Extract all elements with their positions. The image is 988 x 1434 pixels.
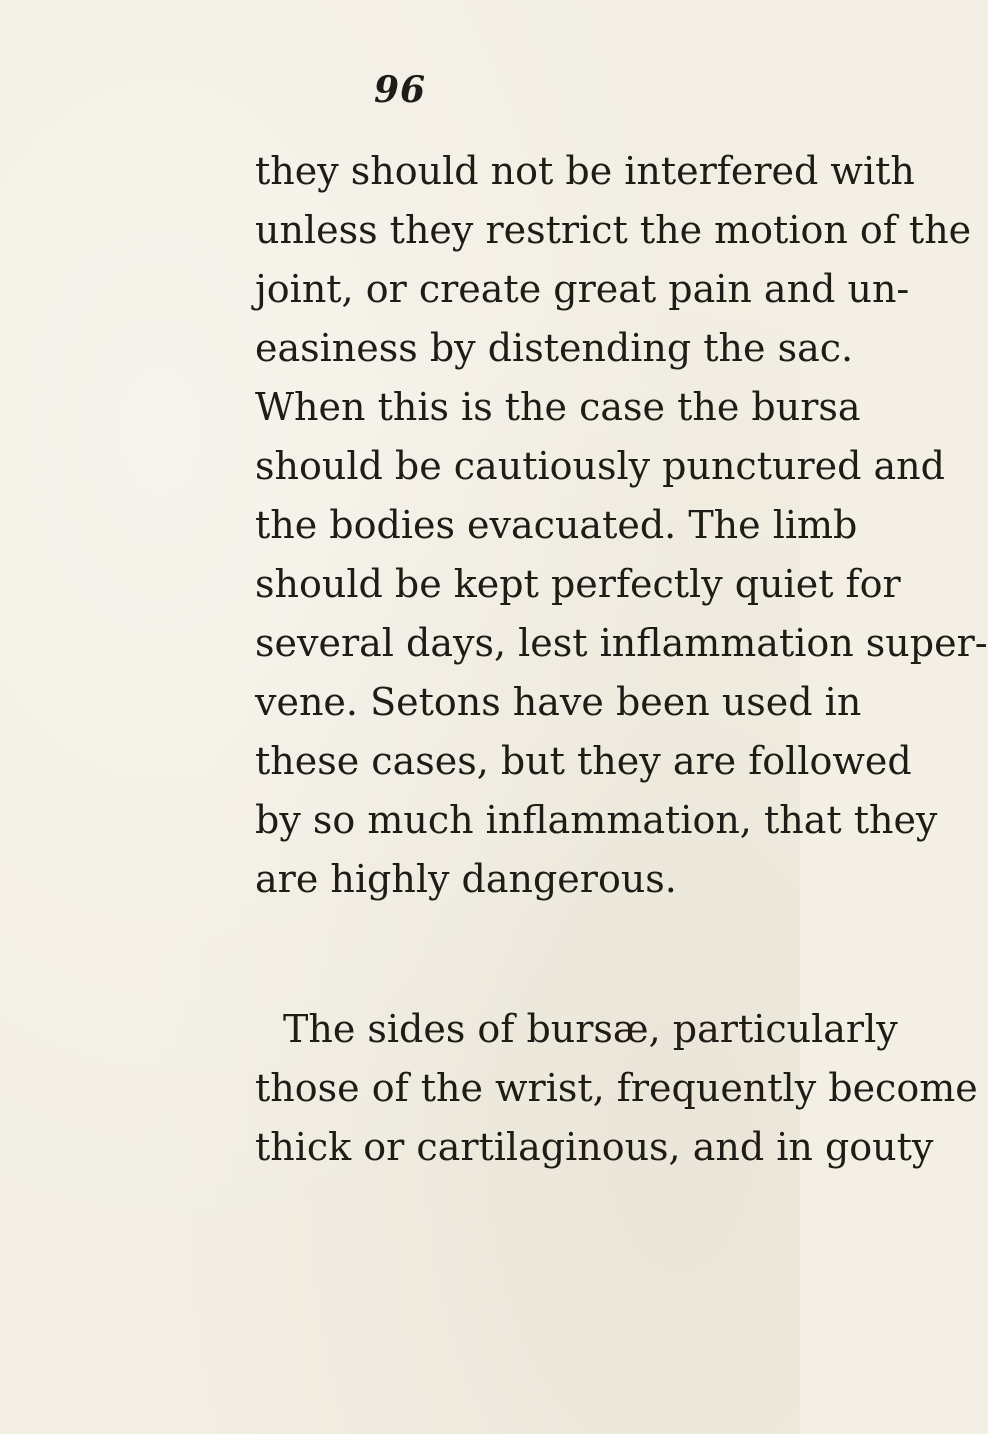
text-line: unless they restrict the motion of the (255, 208, 972, 252)
paragraph (255, 142, 988, 909)
text-line: are highly dangerous. (255, 857, 677, 901)
text-line: When this is the case the bursa (255, 385, 861, 429)
text-line: vene. Setons have been used in (255, 680, 862, 724)
text-line: they should not be interfered with (255, 149, 915, 193)
text-line: the bodies evacuated. The limb (255, 503, 858, 547)
text-line: thick or cartilaginous, and in gouty (255, 1125, 934, 1169)
text-line: those of the wrist, frequently become (255, 1066, 978, 1110)
text-line: joint, or create great pain and un- (255, 267, 910, 311)
text-line: by so much inflammation, that they (255, 798, 938, 842)
text-line: easiness by distending the sac. (255, 326, 854, 370)
text-line: several days, lest inflammation super- (255, 621, 988, 665)
text-line: The sides of bursæ, particularly (283, 1007, 898, 1051)
text-line: these cases, but they are followed (255, 739, 912, 783)
text-line: should be kept perfectly quiet for (255, 562, 901, 606)
page-number: 96 (373, 69, 427, 111)
paragraph (255, 1000, 978, 1177)
text-line: should be cautiously punctured and (255, 444, 945, 488)
